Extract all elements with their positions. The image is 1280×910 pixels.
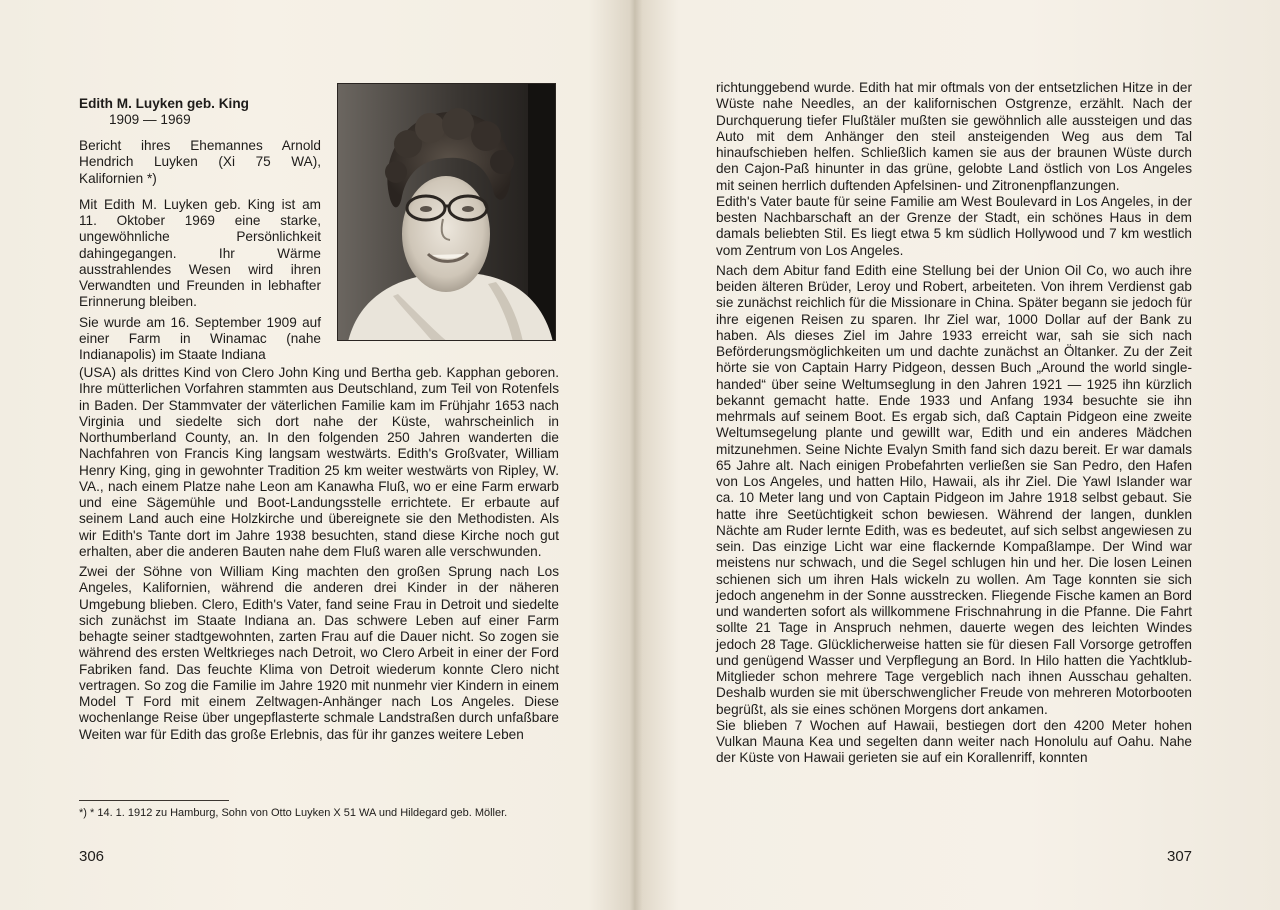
footnote: *) * 14. 1. 1912 zu Hamburg, Sohn von Otto Luyken X 51 WA und Hildegard geb. Möller. xyxy=(79,807,508,819)
bio-header xyxy=(79,96,329,138)
narrow-column xyxy=(79,138,321,363)
intro-paragraph: Bericht ihres Ehemannes Arnold Hendrich Luyken (Xi 75 WA), Kalifornien *) xyxy=(79,138,321,186)
right-paragraph-2: Edith's Vater baute für seine Familie am West Boulevard in Los Angeles, in der besten Nachbarschaft an der Grenze der Stadt, ein schönes Haus in dem damals beliebten Stil. Es liegt etwa 5 km südlich Hollywood und 7 km westlich vom Zentrum von Los Angeles. xyxy=(716,193,1192,258)
page-number-right: 307 xyxy=(1167,848,1193,865)
page-number-left: 306 xyxy=(79,848,105,865)
portrait-photo xyxy=(337,83,556,341)
right-paragraph-1: richtunggebend wurde. Edith hat mir oftmals von der entsetzlichen Hitze in der Wüste nahe Needles, an der kalifornischen Ostgrenze, erzählt. Nach der Durchquerung tiefer Flußtäler mußten sie gewöhnlich alle aussteigen und das Auto mit dem Anhänger den steil ansteigenden Weg aus dem Tal hinaufschieben helfen. Schließlich kamen sie aus der braunen Wüste durch den Cajon-Paß hinunter in das grüne, gelobte Land östlich von Los Angeles mit seinen herrlich duftenden Apfelsinen- und Zitronenpflanzungen. xyxy=(716,80,1192,193)
right-column xyxy=(716,80,1192,767)
paragraph-1: Mit Edith M. Luyken geb. King ist am 11. Oktober 1969 eine starke, ungewöhnliche Persönlichkeit dahingegangen. Ihr Wärme ausstrahlendes Wesen wird ihren Verwandten und Freunden in lebhafter Erinnerung bleiben. xyxy=(79,196,321,310)
right-page xyxy=(636,0,1280,910)
right-paragraph-3: Nach dem Abitur fand Edith eine Stellung bei der Union Oil Co, wo auch ihre beiden älteren Brüder, Leroy und Robert, arbeiteten. Von ihrem Verdienst gab sie zunächst reichlich für die Missionare in China. Später begann sie jedoch für ihre eigenen Reisen zu sparen. Ihr Ziel war, 1000 Dollar auf der Bank zu haben. Als dieses Ziel im Jahre 1933 erreicht war, sah sie sich nach Beförderungsmöglichkeiten um und dachte zunächst an Öltanker. Zu der Zeit hörte sie von Captain Harry Pidgeon, dessen Buch „Around the world single-handed“ über seine Weltumseglung in den Jahren 1921 — 1925 ihn kürzlich bekannt gemacht hatte. Ende 1933 und Anfang 1934 besuchte sie ihn mehrmals auf seinem Boot. Es ergab sich, daß Captain Pidgeon eine zweite Weltumsegelung plante und gewillt war, Edith und ein anderes Mädchen mitzunehmen. Seine Nichte Evalyn Smith fand sich dazu bereit. Er war damals 65 Jahre alt. Nach einigen Probefahrten verließen sie San Pedro, den Hafen von Los Angeles, und hatten Hilo, Hawaii, als ihr Ziel. Die Yawl Islander war ca. 10 Meter lang und von Captain Pidgeon im Jahre 1918 selbst gebaut. Sie hatte ihre Seetüchtigkeit schon bewiesen. Während der langen, dunklen Nächte am Ruder lernte Edith, was es bedeutet, auf sich selbst angewiesen zu sein. Das einzige Licht war eine flackernde Kompaßlampe. Der Wind war meistens nur schwach, und die Segel schlugen hin und her. Die losen Leinen schienen sich um ihren Hals wickeln zu wollen. Am Tage konnten sie sich jedoch angenehm in der Sonne ausstrecken. Fliegende Fische kamen an Bord und wanderten sofort als willkommene Frischnahrung in die Pfanne. Die Fahrt sollte 21 Tage in Anspruch nehmen, dauerte wegen des leichten Windes jedoch 28 Tage. Glücklicherweise hatten sie für diesen Fall Vorsorge getroffen und genügend Wasser und Verpflegung an Bord. In Hilo hatten die Yachtklub-Mitglieder schon mehrere Tage vergeblich nach ihnen Ausschau gehalten. Deshalb wurden sie mit überschwenglicher Freude von mehreren Motorbooten begrüßt, als sie eines schönen Morgens dort ankamen. xyxy=(716,262,1192,717)
paragraph-3: Zwei der Söhne von William King machten den großen Sprung nach Los Angeles, Kalifornien, während die anderen drei Kinder in der näheren Umgebung blieben. Clero, Edith's Vater, fand seine Frau in Detroit und siedelte sich zunächst im Staate Indiana an. Das schwere Leben auf einer Farm behagte seiner stadtgewohnten, zarten Frau auf die Dauer nicht. So zogen sie während des ersten Weltkrieges nach Detroit, wo Clero Arbeit in einer der Ford Fabriken fand. Das feuchte Klima von Detroit wiederum konnte Clero nicht vertragen. So zog die Familie im Jahre 1920 mit nunmehr vier Kindern in einem Model T Ford mit einem Zeltwagen-Anhänger nach Los Angeles. Diese wochenlange Reise über ungepflasterte schmale Landstraßen durch unfaßbare Weiten war für Edith das große Erlebnis, das für ihr ganzes weitere Leben xyxy=(79,564,559,742)
paragraph-2-rest: (USA) als drittes Kind von Clero John King und Bertha geb. Kapphan geboren. Ihre mütterlichen Vorfahren stammten aus Deutschland, zum Teil von Rotenfels in Baden. Der Stammvater der väterlichen Familie kam im Frühjahr 1653 nach Virginia und siedelte sich dort nahe der Küste, wahrscheinlich in Northumberland County, an. In den folgenden 250 Jahren wanderten die Nachfahren von Francis King langsam westwärts. Edith's Großvater, William Henry King, ging in gewohnter Tradition 25 km weiter westwärts von Ripley, W. VA., nach einem Platze nahe Leon am Kanawha Fluß, wo er eine Farm erwarb und eine Sägemühle und Boot-Landungsstelle errichtete. Er erbaute auf seinem Land auch eine Holzkirche und übereignete sie den Methodisten. Als wir Edith's Tante dort im Jahre 1938 besuchten, stand diese Kirche noch gut erhalten, aber die anderen Bauten nahe dem Fluß waren alle verschwunden. xyxy=(79,365,559,559)
bio-title: Edith M. Luyken geb. King xyxy=(79,96,249,111)
bio-years: 1909 — 1969 xyxy=(109,112,191,127)
left-page xyxy=(0,0,636,910)
right-paragraph-4: Sie blieben 7 Wochen auf Hawaii, bestiegen dort den 4200 Meter hohen Vulkan Mauna Kea und segelten dann weiter nach Honolulu auf Oahu. Nahe der Küste von Hawaii gerieten sie auf ein Korallenriff, konnten xyxy=(716,717,1192,766)
wide-column xyxy=(79,365,559,743)
footnote-divider xyxy=(79,800,229,801)
paragraph-2-start: Sie wurde am 16. September 1909 auf einer Farm in Winamac (nahe Indianapolis) im Staate Indiana xyxy=(79,314,321,362)
